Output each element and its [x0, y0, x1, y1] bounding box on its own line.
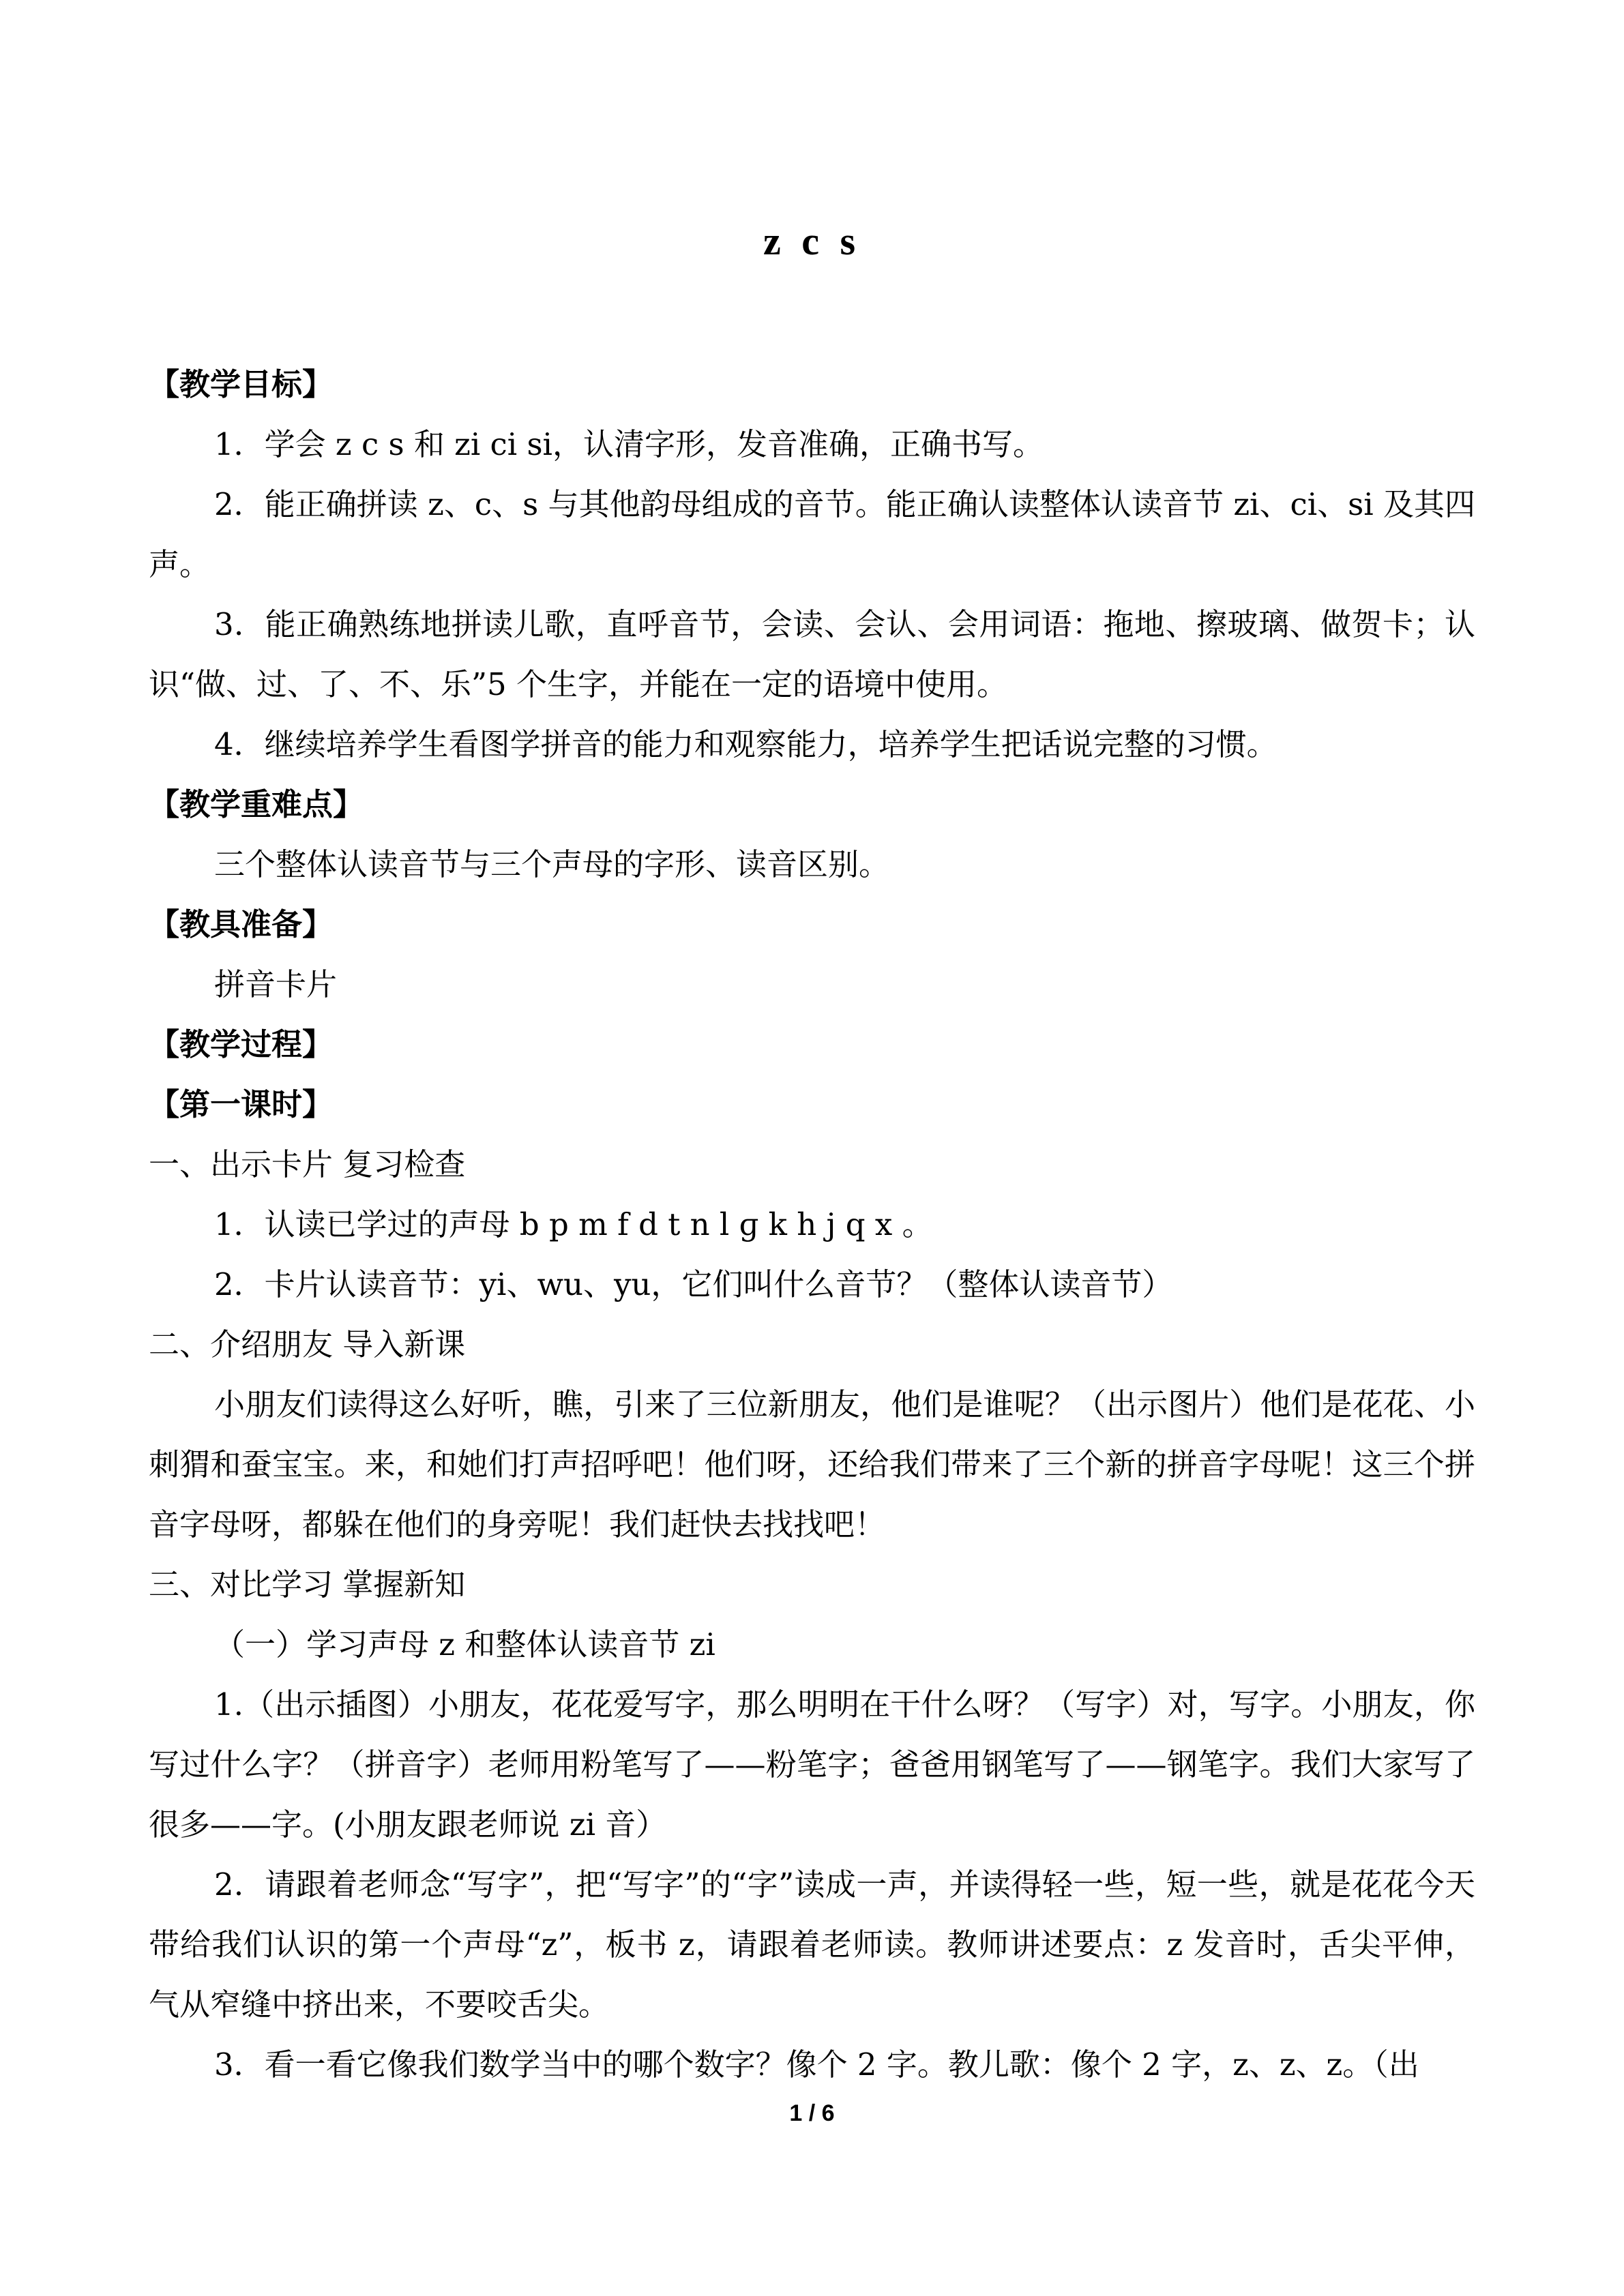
- paragraph: 拼音卡片: [214, 966, 338, 1002]
- document-title: z c s: [763, 219, 861, 263]
- paragraph: 1.（出示插图）小朋友，花花爱写字，那么明明在干什么呀？（写字）对，写字。小朋友，你写过什么字？（拼音字）老师用粉笔写了——粉笔字；爸爸用钢笔写了——钢笔字。我们大家写了很多——字。(小朋友跟老师说 zi 音）: [149, 1686, 1475, 1843]
- paragraph: 三个整体认读音节与三个声母的字形、读音区别。: [214, 846, 890, 882]
- paragraph: 小朋友们读得这么好听，瞧，引来了三位新朋友，他们是谁呢？（出示图片）他们是花花、小刺猬和蚕宝宝。来，和她们打声招呼吧！他们呀，还给我们带来了三个新的拼音字母呢！这三个拼音字母呀，都躲在他们的身旁呢！我们赶快去找找吧！: [149, 1386, 1475, 1542]
- paragraph: 2．卡片认读音节：yi、wu、yu，它们叫什么音节？（整体认读音节）: [214, 1266, 1173, 1302]
- step-heading: 三、对比学习 掌握新知: [149, 1566, 466, 1602]
- section-heading-process: 【教学过程】: [149, 1026, 334, 1062]
- step-heading: 二、介绍朋友 导入新课: [149, 1326, 466, 1362]
- page-number: 1 / 6: [789, 2100, 835, 2126]
- paragraph: 1．学会 z c s 和 zi ci si，认清字形，发音准确，正确书写。: [214, 426, 1044, 462]
- paragraph: 1．认读已学过的声母 b p m f d t n l ɡ k h j q x 。: [214, 1206, 933, 1242]
- paragraph: 4．继续培养学生看图学拼音的能力和观察能力，培养学生把话说完整的习惯。: [214, 726, 1278, 762]
- sub-heading: （一）学习声母 z 和整体认读音节 zi: [214, 1626, 715, 1663]
- section-heading-first-lesson: 【第一课时】: [149, 1086, 334, 1122]
- section-heading-materials: 【教具准备】: [149, 906, 334, 942]
- section-heading-key-points: 【教学重难点】: [149, 786, 364, 822]
- section-heading-objectives: 【教学目标】: [149, 366, 334, 402]
- paragraph: 2．请跟着老师念“写字”，把“写字”的“字”读成一声，并读得轻一些，短一些，就是花花今天带给我们认识的第一个声母“z”，板书 z，请跟着老师读。教师讲述要点：z 发音时，舌尖平伸，气从窄缝中挤出来，不要咬舌尖。: [149, 1866, 1475, 2023]
- paragraph: 3．看一看它像我们数学当中的哪个数字？像个 2 字。教儿歌：像个 2 字，z、z、z。（出: [214, 2046, 1419, 2083]
- step-heading: 一、出示卡片 复习检查: [149, 1146, 466, 1182]
- document-body: [149, 355, 1475, 2095]
- paragraph: 2．能正确拼读 z、c、s 与其他韵母组成的音节。能正确认读整体认读音节 zi、ci、si 及其四声。: [149, 486, 1475, 582]
- paragraph: 3．能正确熟练地拼读儿歌，直呼音节，会读、会认、会用词语：拖地、擦玻璃、做贺卡；认识“做、过、了、不、乐”5 个生字，并能在一定的语境中使用。: [149, 606, 1475, 702]
